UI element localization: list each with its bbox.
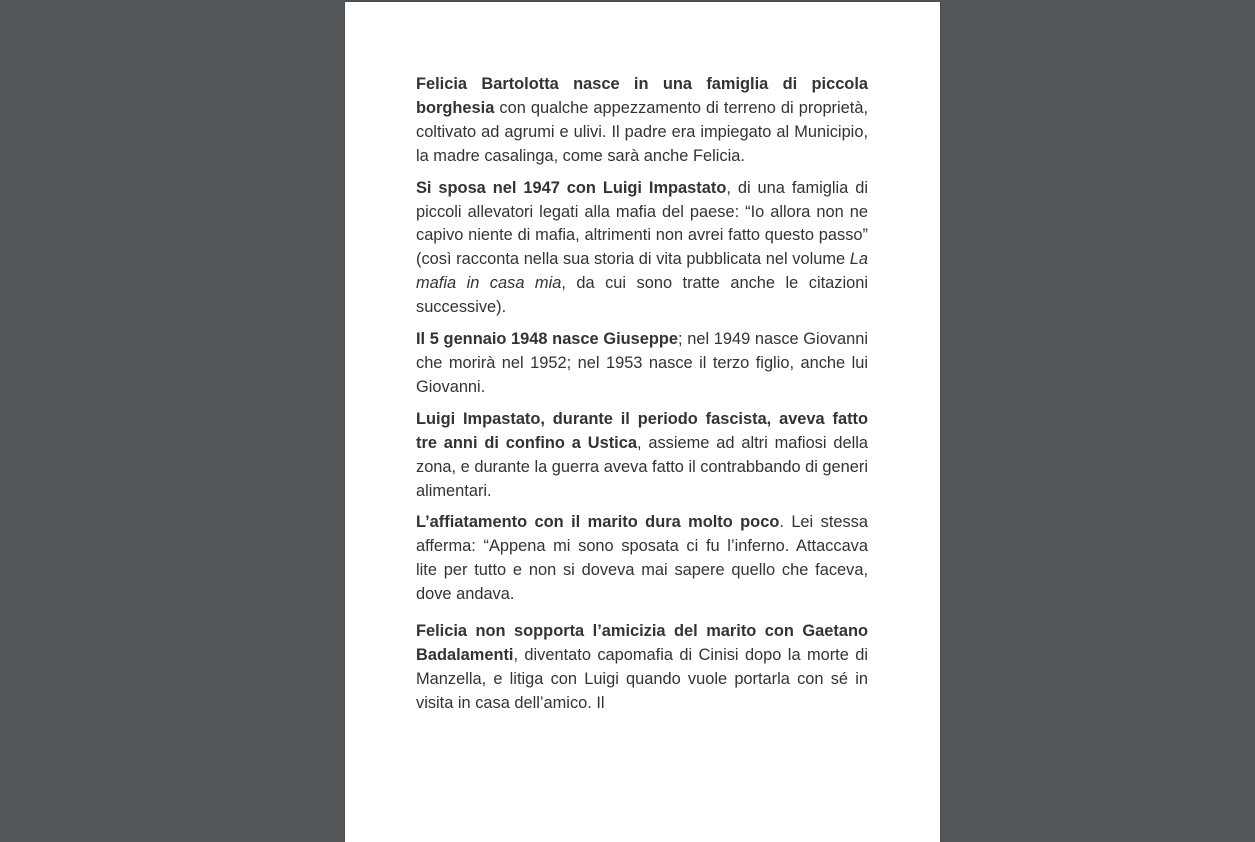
paragraph-4-text: , assieme ad altri mafiosi della zona, e durante la guerra aveva fatto il contrabbando di generi alimentari.	[416, 433, 868, 500]
paragraph-1-text: con qualche appezzamento di terreno di proprietà, coltivato ad agrumi e ulivi. Il padre era impiegato al Municipio, la madre casalinga, come sarà anche Felicia.	[416, 98, 868, 165]
document-page	[345, 2, 940, 842]
paragraph-4-bold: Luigi Impastato, durante il periodo fascista, aveva fatto tre anni di confino a Ustica	[416, 409, 868, 452]
paragraph-1-bold: Felicia Bartolotta nasce in una famiglia di piccola borghesia	[416, 75, 868, 117]
paragraph-6	[416, 620, 868, 716]
paragraph-3	[416, 328, 868, 400]
paragraph-5	[416, 511, 868, 607]
paragraph-3-bold: Il 5 gennaio 1948 nasce Giuseppe	[416, 330, 679, 349]
book-title: La mafia in casa mia	[416, 250, 868, 293]
paragraph-4	[416, 408, 868, 504]
paragraph-2-text-end: , da cui sono tratte anche le citazioni successive).	[416, 274, 868, 317]
paragraph-3-text: ; nel 1949 nasce Giovanni che morirà nel 1952; nel 1953 nasce il terzo figlio, anche lui Giovanni.	[416, 330, 868, 396]
paragraph-6-bold: Felicia non sopporta l’amicizia del marito con Gaetano Badalamenti	[416, 622, 868, 664]
paragraph-2-bold: Si sposa nel 1947 con Luigi Impastato	[416, 178, 727, 197]
paragraph-5-bold: L’affiatamento con il marito dura molto poco	[416, 513, 780, 532]
paragraph-2	[416, 177, 868, 320]
paragraph-6-text: , diventato capomafia di Cinisi dopo la morte di Manzella, e litiga con Luigi quando vuole portarla con sé in visita in casa dell’amico. Il	[416, 645, 868, 712]
page-content	[416, 73, 868, 724]
paragraph-2-text: , di una famiglia di piccoli allevatori legati alla mafia del paese: “Io allora non ne capivo niente di mafia, altrimenti non avrei fatto questo passo” (così racconta nella sua storia di vita pubblicata nel volume	[416, 178, 868, 269]
paragraph-5-text: . Lei stessa afferma: “Appena mi sono sposata ci fu l’inferno. Attaccava lite per tutto e non si doveva mai sapere quello che faceva, dove andava.	[416, 513, 868, 604]
paragraph-1	[416, 73, 868, 169]
